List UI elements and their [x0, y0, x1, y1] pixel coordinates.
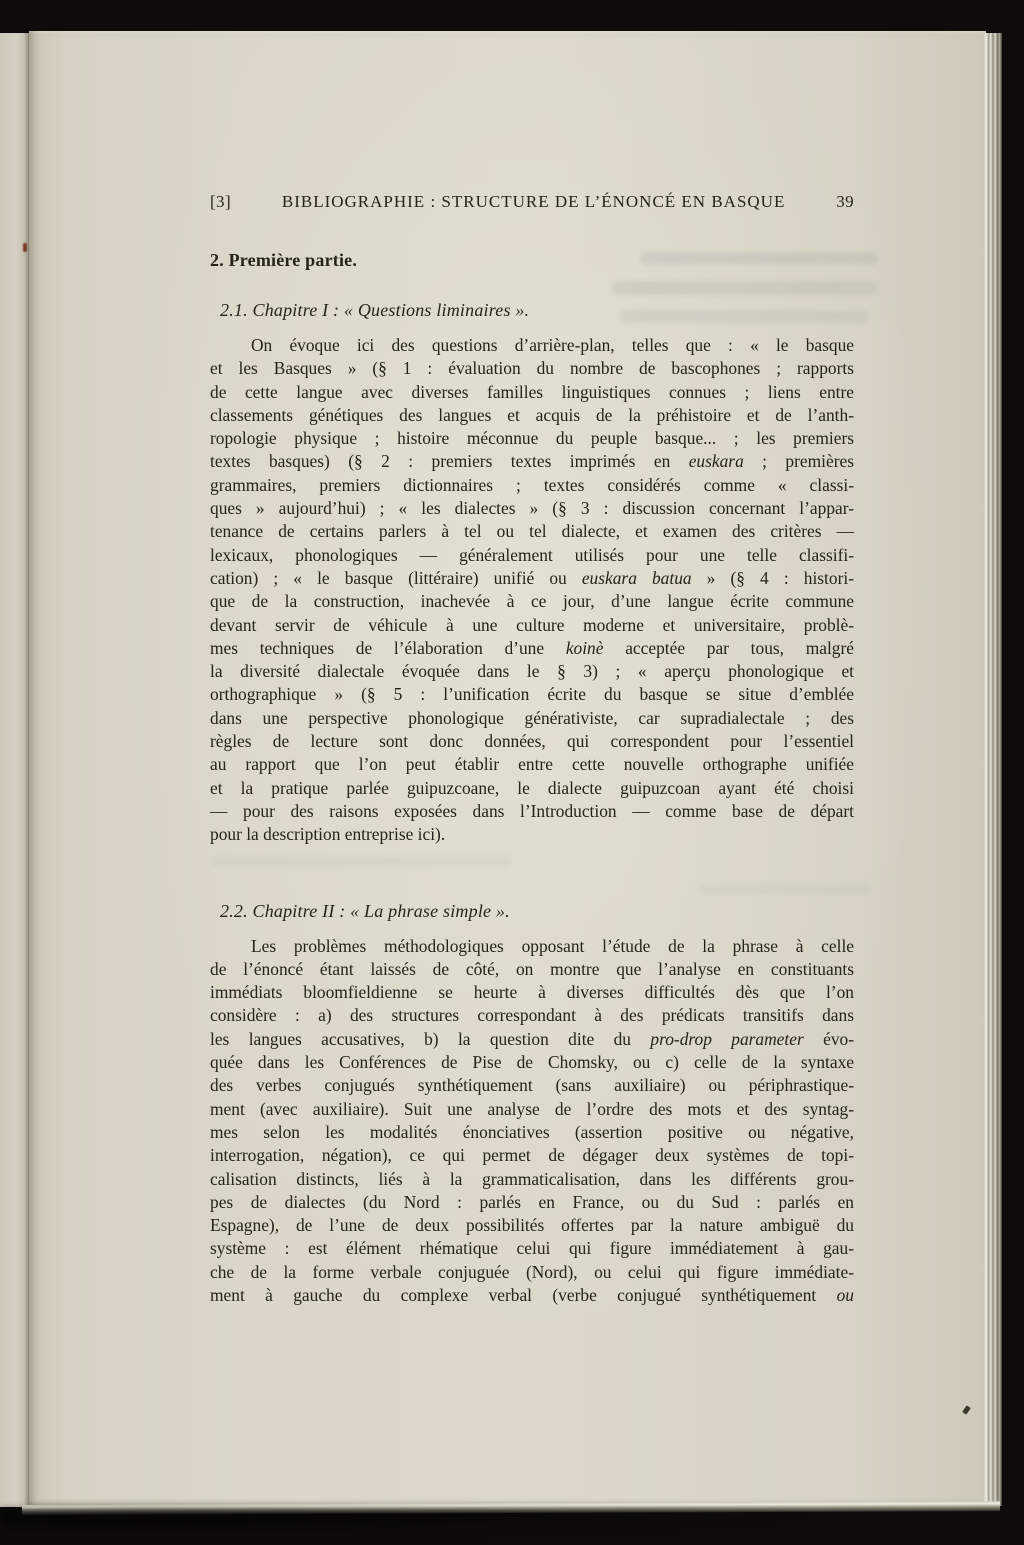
text-segment: lexicaux, phonologiques — généralement utilisés pour une telle classifi-: [210, 544, 854, 565]
text-segment: grammaires, premiers dictionnaires ; textes considérés comme « classi-: [210, 474, 854, 495]
text-line: [210, 660, 854, 683]
text-line: [210, 450, 854, 473]
text-segment: quée dans les Conférences de Pise de Chomsky, ou c) celle de la syntaxe: [210, 1052, 854, 1073]
text-segment: au rapport que l’on peut établir entre cette nouvelle orthographe unifiée: [210, 754, 854, 775]
text-segment: ment (avec auxiliaire). Suit une analyse de l’ordre des mots et des syntag-: [210, 1098, 854, 1119]
text-segment: » (§ 4 : histori-: [691, 567, 854, 588]
facing-page-edge: [0, 33, 29, 1507]
page-stack-edge-right: [984, 33, 1002, 1506]
text-segment: dans une perspective phonologique générativiste, car supradialectale ; des: [210, 707, 854, 728]
text-segment: ; premières: [743, 451, 854, 472]
text-line: [210, 1144, 854, 1167]
italic-term: ou: [836, 1284, 854, 1305]
text-line: [210, 357, 854, 380]
text-segment: Les problèmes méthodologiques opposant l’étude de la phrase à celle: [251, 935, 854, 956]
chapter-heading-2-2: 2.2. Chapitre II : « La phrase simple ».: [220, 900, 510, 921]
text-line: [210, 427, 854, 450]
text-segment: pes de dialectes (du Nord : parlés en France, ou du Sud : parlés en: [210, 1191, 854, 1212]
text-line: [210, 637, 854, 660]
text-line: [210, 1098, 854, 1121]
text-segment: orthographique » (§ 5 : l’unification écrite du basque se situe d’emblée: [210, 684, 854, 705]
text-line: [210, 1121, 854, 1144]
text-line: [210, 730, 854, 753]
page-content: [210, 190, 854, 1307]
text-line: [210, 823, 854, 846]
text-segment: ropologie physique ; histoire méconnue du peuple basque... ; les premiers: [210, 428, 854, 449]
text-line: [210, 1051, 854, 1074]
text-segment: On évoque ici des questions d’arrière-plan, telles que : « le basque: [251, 335, 854, 355]
text-segment: interrogation, négation), ce qui permet de dégager deux systèmes de topi-: [210, 1145, 854, 1166]
text-line: [210, 958, 854, 981]
text-line: [210, 777, 854, 800]
text-segment: règles de lecture sont donc données, qui correspondent pour l’essentiel: [210, 731, 854, 752]
text-segment: considère : a) des structures correspondant à des prédicats transitifs dans: [210, 1005, 854, 1026]
text-segment: les langues accusatives, b) la question dite du: [210, 1028, 651, 1049]
text-segment: et les Basques » (§ 1 : évaluation du nombre de bascophones ; rapports: [210, 358, 854, 379]
page-number: 39: [836, 192, 854, 211]
text-line: [210, 1214, 854, 1237]
text-segment: cation) ; « le basque (littéraire) unifié ou: [210, 567, 582, 588]
running-header: [210, 190, 854, 213]
text-segment: système : est élément rhématique celui qui figure immédiatement à gau-: [210, 1238, 854, 1259]
text-line: [210, 1028, 854, 1051]
text-segment: la diversité dialectale évoquée dans le § 3) ; « aperçu phonologique et: [210, 661, 854, 682]
text-line: [210, 590, 854, 613]
paper-speck: [23, 243, 27, 252]
running-title: BIBLIOGRAPHIE : STRUCTURE DE L’ÉNONCÉ EN BASQUE: [281, 192, 786, 211]
text-line: [210, 614, 854, 637]
text-segment: ment à gauche du complexe verbal (verbe conjugué synthétiquement: [210, 1284, 837, 1305]
chapter-heading-2-1: 2.1. Chapitre I : « Questions liminaires ».: [220, 300, 530, 320]
text-segment: évo-: [803, 1028, 855, 1049]
text-segment: Espagne), de l’une de deux possibilités offertes par la nature ambiguë du: [210, 1215, 854, 1236]
text-line: [210, 381, 854, 404]
text-line: [210, 981, 854, 1004]
book-shadow: [0, 1509, 820, 1537]
section-heading-premiere-partie: 2. Première partie.: [210, 250, 358, 270]
text-line: [210, 520, 854, 543]
text-line: [210, 544, 854, 567]
paragraph-chapitre-2: [210, 935, 854, 1308]
text-segment: acceptée par tous, malgré: [603, 637, 854, 658]
text-segment: mes techniques de l’élaboration d’une: [210, 637, 566, 658]
text-line: [210, 567, 854, 590]
text-line: [210, 935, 854, 958]
text-line: [210, 474, 854, 497]
text-line: [210, 683, 854, 706]
text-line: [210, 1168, 854, 1191]
italic-term: euskara batua: [581, 567, 692, 588]
text-line: [210, 1074, 854, 1097]
text-segment: che de la forme verbale conjuguée (Nord), ou celui qui figure immédiate-: [210, 1261, 854, 1282]
text-line: [210, 753, 854, 776]
text-segment: pour la description entreprise ici).: [210, 824, 446, 845]
text-line: [210, 1191, 854, 1214]
text-line: [210, 1284, 854, 1307]
text-segment: de l’énoncé étant laissés de côté, on montre que l’analyse en constituants: [210, 958, 854, 979]
article-reference-number: [3]: [210, 192, 232, 211]
text-line: [210, 800, 854, 823]
text-line: [210, 1261, 854, 1284]
text-line: [210, 1237, 854, 1260]
text-segment: et la pratique parlée guipuzcoane, le dialecte guipuzcoan ayant été choisi: [210, 777, 854, 798]
text-segment: de cette langue avec diverses familles linguistiques connues ; liens entre: [210, 381, 854, 402]
text-segment: des verbes conjugués synthétiquement (sans auxiliaire) ou périphrastique-: [210, 1075, 854, 1096]
italic-term: pro-drop parameter: [650, 1028, 804, 1049]
content-sections: [210, 248, 854, 1307]
text-segment: que de la construction, inachevée à ce jour, d’une langue écrite commune: [210, 591, 854, 612]
italic-term: koinè: [565, 637, 604, 658]
text-segment: devant servir de véhicule à une culture moderne et universitaire, problè-: [210, 614, 854, 635]
text-segment: textes basques) (§ 2 : premiers textes imprimés en: [210, 451, 689, 472]
text-segment: mes selon les modalités énonciatives (assertion positive ou négative,: [210, 1121, 854, 1142]
text-segment: tenance de certains parlers à tel ou tel dialecte, et examen des critères —: [210, 521, 854, 542]
text-segment: classements génétiques des langues et acquis de la préhistoire et de l’anth-: [210, 404, 854, 425]
text-line: [210, 334, 854, 357]
text-segment: ques » aujourd’hui) ; « les dialectes » (§ 3 : discussion concernant l’appar-: [210, 498, 854, 519]
text-segment: — pour des raisons exposées dans l’Introduction — comme base de départ: [210, 800, 854, 821]
text-segment: calisation distincts, liés à la grammaticalisation, dans les différents grou-: [210, 1168, 854, 1189]
italic-term: euskara: [688, 451, 744, 472]
text-line: [210, 1004, 854, 1027]
text-line: [210, 707, 854, 730]
text-line: [210, 497, 854, 520]
paragraph-chapitre-1: [210, 334, 854, 847]
text-line: [210, 404, 854, 427]
text-segment: immédiats bloomfieldienne se heurte à diverses difficultés dès que l’on: [210, 982, 854, 1003]
